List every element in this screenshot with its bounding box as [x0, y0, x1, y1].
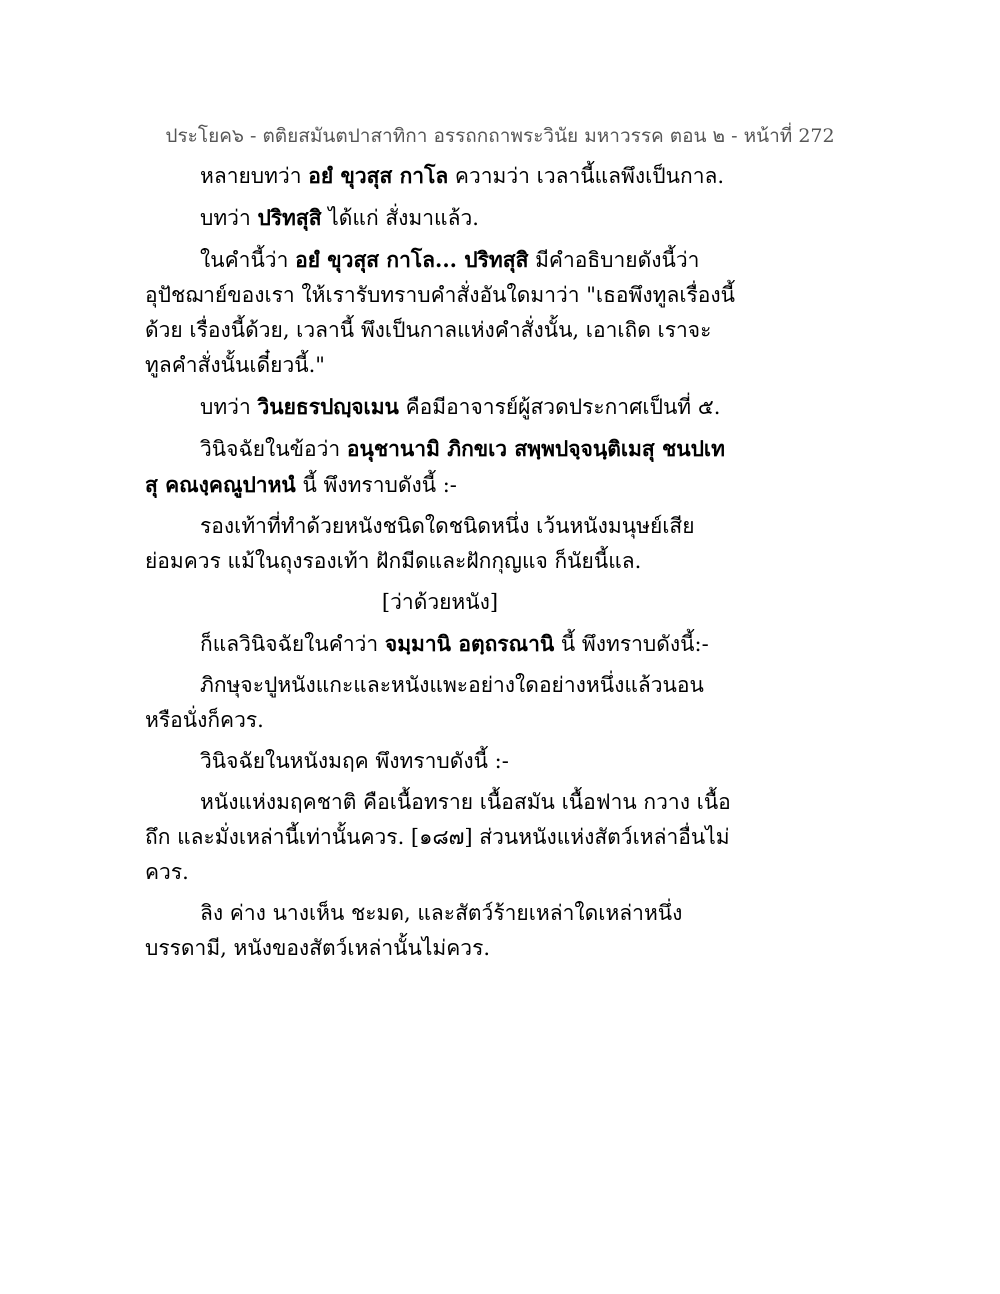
pali-term: จมฺมานิ อตฺถรณานิ	[384, 631, 555, 656]
paragraph	[145, 431, 735, 503]
pali-term: วินยธรปญฺจเมน	[257, 394, 399, 419]
text-segment: นี้ พึงทราบดังนี้:-	[554, 632, 709, 656]
text-segment: มีคำอธิบายดังนี้ว่า อุปัชฌาย์ของเรา ให้เรารับทราบคำสั่งอันใดมาว่า "เธอพึงทูลเรื่องนี้ด้วย เรื่องนี้ด้วย, เวลานี้ พึงเป็นกาลแห่งคำสั่งนั้น, เอาเถิด เราจะทูลคำสั่งนั้นเดี๋ยวนี้."	[145, 248, 735, 377]
text-segment: รองเท้าที่ทำด้วยหนังชนิดใดชนิดหนึ่ง เว้นหนังมนุษย์เสีย ย่อมควร แม้ในถุงรองเท้า ฝักมีดและฝักกุญแจ ก็นัยนี้แล.	[145, 514, 695, 573]
text-segment: ก็แลวินิจฉัยในคำว่า	[200, 632, 385, 656]
text-segment: บทว่า	[200, 395, 258, 419]
paragraph	[145, 785, 735, 890]
paragraph	[145, 626, 735, 662]
paragraph	[145, 158, 735, 194]
document-body	[145, 158, 735, 972]
text-segment: ลิง ค่าง นางเห็น ชะมด, และสัตว์ร้ายเหล่าใดเหล่าหนึ่งบรรดามี, หนังของสัตว์เหล่านั้นไม่ควร.	[145, 901, 683, 960]
paragraph	[145, 896, 735, 966]
text-segment: ภิกษุจะปูหนังแกะและหนังแพะอย่างใดอย่างหนึ่งแล้วนอนหรือนั่งก็ควร.	[145, 673, 704, 732]
pali-term: อยํ ขุวสุส กาโล... ปริทสุสิ	[295, 247, 529, 272]
text-segment: ได้แก่ สั่งมาแล้ว.	[321, 206, 479, 230]
text-segment: คือมีอาจารย์ผู้สวดประกาศเป็นที่ ๕.	[398, 395, 721, 419]
paragraph	[145, 744, 735, 779]
page-header: ประโยค๖ - ตติยสมันตปาสาทิกา อรรถกถาพระวินัย มหาวรรค ตอน ๒ - หน้าที่ 272	[165, 125, 835, 147]
text-segment: บทว่า	[200, 206, 258, 230]
text-segment: หนังแห่งมฤคชาติ คือเนื้อทราย เนื้อสมัน เนื้อฟาน กวาง เนื้อถึก และมั่งเหล่านี้เท่านั้นควร. [๑๘๗] ส่วนหนังแห่งสัตว์เหล่าอื่นไม่ควร.	[145, 790, 731, 884]
text-segment: หลายบทว่า	[200, 164, 309, 188]
text-segment: ในคำนี้ว่า	[200, 248, 296, 272]
text-segment: [ว่าด้วยหนัง]	[381, 590, 499, 614]
text-segment: วินิจฉัยในหนังมฤค พึงทราบดังนี้ :-	[200, 749, 509, 773]
paragraph	[145, 668, 735, 738]
paragraph	[145, 389, 735, 425]
text-segment: นี้ พึงทราบดังนี้ :-	[295, 473, 457, 497]
pali-term: อนุชานามิ ภิกขเว สพฺพปจฺจนฺติเมสุ ชนปเทสุ คณงฺคณูปาหนํ	[145, 436, 725, 497]
paragraph	[145, 242, 735, 383]
text-segment: วินิจฉัยในข้อว่า	[200, 437, 347, 461]
pali-term: อยํ ขุวสุส กาโล	[308, 163, 449, 188]
paragraph	[145, 509, 735, 579]
pali-term: ปริทสุสิ	[257, 205, 322, 230]
paragraph	[145, 200, 735, 236]
section-heading	[145, 585, 735, 620]
text-segment: ความว่า เวลานี้แลพึงเป็นกาล.	[448, 164, 725, 188]
